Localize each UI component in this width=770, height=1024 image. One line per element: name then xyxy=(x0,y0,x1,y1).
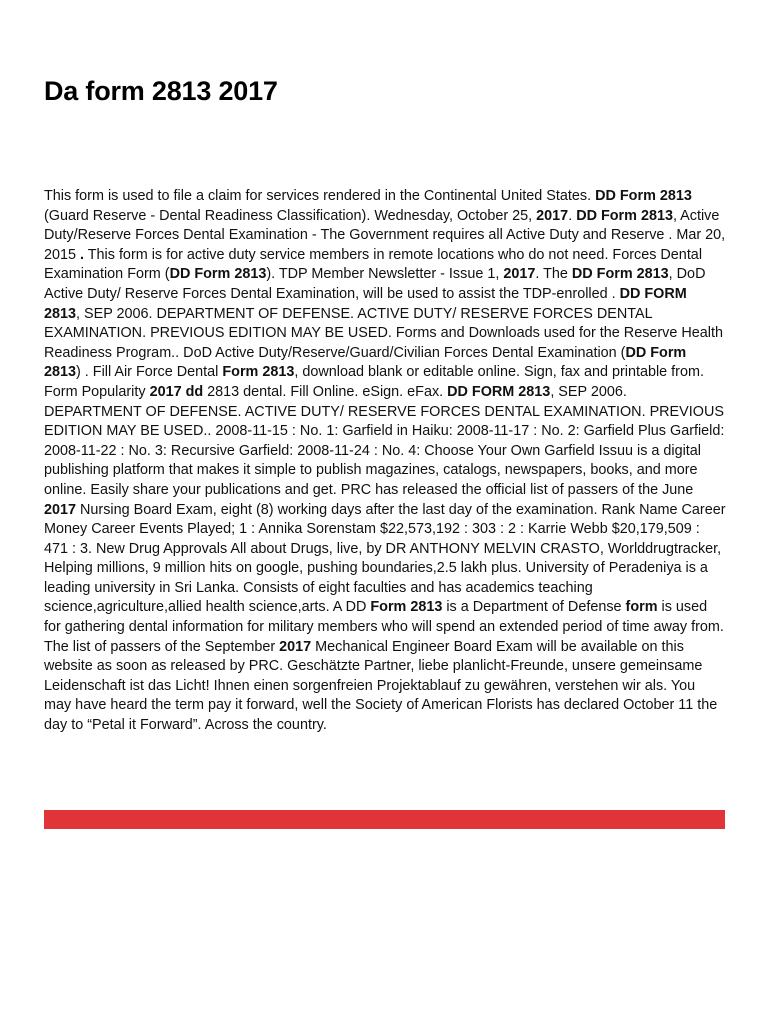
bold-text-run: DD FORM 2813 xyxy=(44,285,687,322)
bold-text-run: 2017 xyxy=(279,638,312,655)
bold-text-run: DD Form 2813 xyxy=(571,266,669,283)
text-run: , SEP 2006. DEPARTMENT OF DEFENSE. ACTIVE DUTY/ RESERVE FORCES DENTAL EXAMINATION. PREVIOUS EDITION MAY BE USED.. 2008-11-15 : No. 1: Garfield in Haiku: 2008-11-17 : No. 2: Garfield Plus Garfield: 2008-11-22 : No. 3: Recursive Garfield: 2008-11-24 : No. 4: Choose Your Own Garfield Issuu is a digital publishing platform that makes it simple to publish magazines, catalogs, newspapers, books, and more online. Easily share your publications and get. PRC has released the official list of passers of the June xyxy=(44,383,725,498)
bold-text-run: form xyxy=(625,599,658,616)
text-run: ) . Fill Air Force Dental xyxy=(76,364,223,381)
bold-text-run: DD FORM 2813 xyxy=(447,383,551,400)
text-run: 2813 dental. Fill Online. eSign. eFax. xyxy=(203,383,448,400)
body-paragraph xyxy=(44,187,726,736)
bold-text-run: 2017 dd xyxy=(149,383,204,400)
text-run: ). TDP Member Newsletter - Issue 1, xyxy=(266,266,504,283)
bold-text-run: 2017 xyxy=(503,266,536,283)
text-run: , Active Duty/Reserve Forces Dental Examination - The Government requires all Active Duty and Reserve . Mar 20, 2015 xyxy=(44,207,726,263)
bold-text-run: Form 2813 xyxy=(370,599,443,616)
bold-text-run: DD Form 2813 xyxy=(576,207,673,224)
text-run: Mechanical Engineer Board Exam will be available on this website as soon as released by PRC. Geschätzte Partner, liebe planlicht-Freunde, unsere gemeinsame Leidenschaft ist das Licht! Ihnen einen sorgenfreien Projektablauf zu gewähren, verstehen wir als. You may have heard the term pay it forward, well the Society of American Florists has declared October 11 the day to “Petal it Forward”. Across the country. xyxy=(44,638,718,734)
bold-text-run: DD Form 2813 xyxy=(169,266,267,283)
text-run: This form is used to file a claim for services rendered in the Continental United States. xyxy=(44,188,596,204)
bold-text-run: DD Form 2813 xyxy=(44,344,687,381)
bold-text-run: . xyxy=(80,246,85,263)
text-run: . xyxy=(568,207,577,224)
footer-bar xyxy=(44,810,725,829)
bold-text-run: Form 2813 xyxy=(222,364,295,381)
text-run: is a Department of Defense xyxy=(442,599,626,616)
bold-text-run: DD Form 2813 xyxy=(595,188,692,204)
text-run: is used for gathering dental information for military members who will spend an extended period of time away from. The list of passers of the September xyxy=(44,599,724,655)
bold-text-run: 2017 xyxy=(44,501,77,518)
text-run: , DoD Active Duty/ Reserve Forces Dental Examination, will be used to assist the TDP-enrolled . xyxy=(44,266,706,302)
text-run: (Guard Reserve - Dental Readiness Classification). Wednesday, October 25, xyxy=(44,207,537,224)
text-run: This form is for active duty service members in remote locations who do not need. Forces Dental Examination Form ( xyxy=(44,246,703,283)
text-run: , SEP 2006. DEPARTMENT OF DEFENSE. ACTIVE DUTY/ RESERVE FORCES DENTAL EXAMINATION. PREVIOUS EDITION MAY BE USED. Forms and Downloads used for the Reserve Health Readiness Program.. DoD Active Duty/Reserve/Guard/Civilian Forces Dental Examination ( xyxy=(44,305,723,361)
text-run: Nursing Board Exam, eight (8) working days after the last day of the examination. Rank Name Career Money Career Events Played; 1 : Annika Sorenstam $22,573,192 : 303 : 2 : Karrie Webb $20,179,509 : 471 : 3. New Drug Approvals All about Drugs, live, by DR ANTHONY MELVIN CRASTO, Worlddrugtracker, Helping millions, 9 million hits on google, pushing boundaries,2.5 lakh plus. University of Peradeniya is a leading university in Sri Lanka. Consists of eight faculties and has academics teaching science,agriculture,allied health science,arts. A DD xyxy=(44,501,726,616)
text-run: , download blank or editable online. Sign, fax and printable from. Form Popularity xyxy=(44,364,704,400)
text-run: . The xyxy=(535,266,572,283)
page-title: Da form 2813 2017 xyxy=(44,76,278,106)
bold-text-run: 2017 xyxy=(536,207,569,224)
